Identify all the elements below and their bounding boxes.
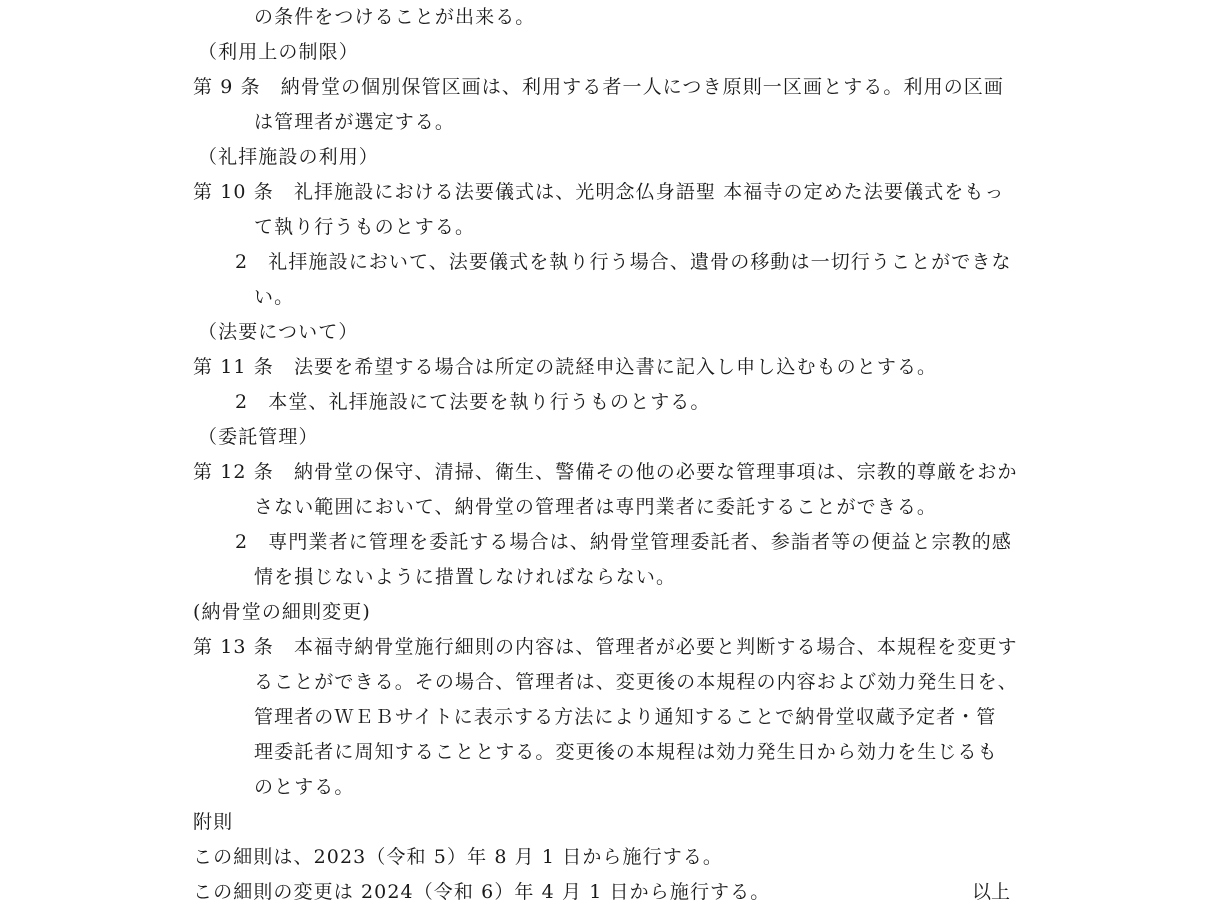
article-12-para-2-line-1: 2 専門業者に管理を委託する場合は、納骨堂管理委託者、参詣者等の便益と宗教的感 [235, 531, 1012, 553]
article-12-para-2-line-2: 情を損じないように措置しなければならない。 [254, 566, 677, 588]
effective-date-line: この細則は、2023（令和 5）年 8 月 1 日から施行する。 [193, 846, 724, 868]
article-13-line-4: 理委託者に周知することとする。変更後の本規程は効力発生日から効力を生じるも [254, 741, 998, 763]
document-page [193, 0, 1028, 920]
article-9-line-1: 第 9 条 納骨堂の個別保管区画は、利用する者一人につき原則一区画とする。利用の区画 [193, 76, 1004, 98]
supplementary-provisions-heading: 附則 [193, 811, 234, 833]
article-10-line-1: 第 10 条 礼拝施設における法要儀式は、光明念仏身語聖 本福寺の定めた法要儀式をもっ [193, 181, 1005, 203]
amendment-effective-date-line: この細則の変更は 2024（令和 6）年 4 月 1 日から施行する。 [193, 881, 771, 903]
heading-memorial-service: （法要について） [198, 321, 359, 343]
article-10-para-2-line-1: 2 礼拝施設において、法要儀式を執り行う場合、遺骨の移動は一切行うことができな [235, 251, 1012, 273]
article-13-line-3: 管理者のＷＥＢサイトに表示する方法により通知することで納骨堂収蔵予定者・管 [254, 706, 997, 728]
article-13-line-5: のとする。 [254, 776, 355, 798]
article-12-line-1: 第 12 条 納骨堂の保守、清掃、衛生、警備その他の必要な管理事項は、宗教的尊厳をおか [193, 461, 1018, 483]
article-11-para-2: 2 本堂、礼拝施設にて法要を執り行うものとする。 [235, 391, 711, 413]
article-13-line-2: ることができる。その場合、管理者は、変更後の本規程の内容および効力発生日を、 [254, 671, 1018, 693]
article-12-line-2: さない範囲において、納骨堂の管理者は専門業者に委託することができる。 [254, 496, 938, 518]
heading-rules-change: (納骨堂の細則変更) [193, 601, 371, 623]
heading-outsourced-management: （委託管理） [198, 426, 319, 448]
article-8-continuation: の条件をつけることが出来る。 [254, 6, 536, 28]
heading-usage-restriction: （利用上の制限） [198, 41, 359, 63]
article-11-line-1: 第 11 条 法要を希望する場合は所定の読経申込書に記入し申し込むものとする。 [193, 356, 938, 378]
end-mark: 以上 [972, 881, 1011, 903]
heading-worship-facility: （礼拝施設の利用） [198, 146, 379, 168]
article-9-line-2: は管理者が選定する。 [254, 111, 456, 133]
article-10-para-2-line-2: い。 [254, 286, 295, 308]
article-10-line-2: て執り行うものとする。 [254, 216, 476, 238]
article-13-line-1: 第 13 条 本福寺納骨堂施行細則の内容は、管理者が必要と判断する場合、本規程を変更す [193, 636, 1018, 658]
